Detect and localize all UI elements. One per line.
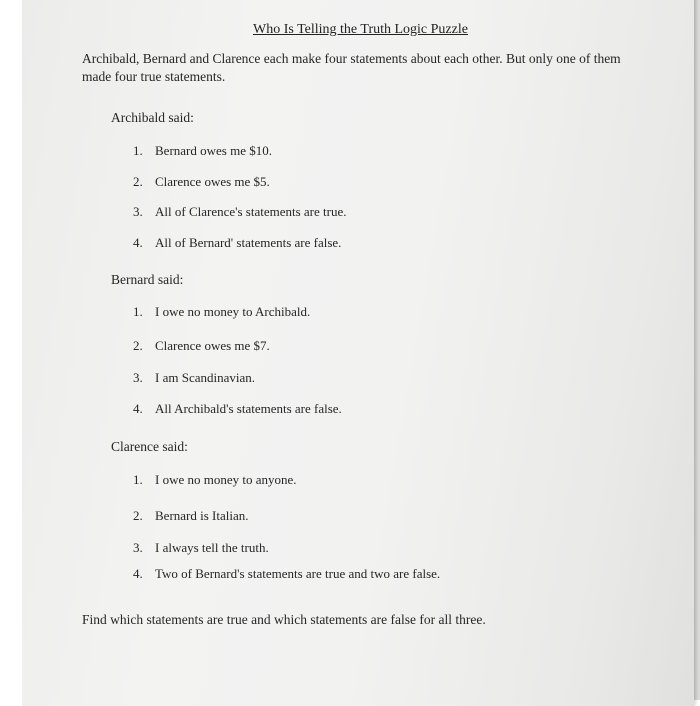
statement-number: 1. <box>133 472 143 487</box>
statement-clarence-1 <box>133 472 297 488</box>
statement-number: 2. <box>133 174 143 189</box>
statement-text: I owe no money to anyone. <box>155 472 297 487</box>
statement-number: 2. <box>133 508 143 523</box>
paper-sheet <box>22 0 694 706</box>
statement-clarence-2 <box>133 508 249 524</box>
speaker-label-clarence: Clarence said: <box>111 439 188 454</box>
statement-number: 1. <box>133 304 143 319</box>
statement-number: 4. <box>133 235 143 250</box>
statement-bernard-1 <box>133 304 310 320</box>
statement-text: Clarence owes me $7. <box>155 338 270 353</box>
statement-number: 4. <box>133 566 143 581</box>
statement-text: Two of Bernard's statements are true and two are false. <box>155 566 441 581</box>
statement-number: 3. <box>133 540 143 555</box>
statement-text: Bernard is Italian. <box>155 508 249 523</box>
statement-text: Clarence owes me $5. <box>155 174 270 189</box>
statement-text: I always tell the truth. <box>155 540 269 555</box>
statement-text: Bernard owes me $10. <box>155 143 272 158</box>
intro-paragraph: Archibald, Bernard and Clarence each make four statements about each other. But only one of them made four true statements. <box>82 51 621 84</box>
statement-bernard-2 <box>133 338 270 354</box>
statement-bernard-4 <box>133 401 342 417</box>
statement-text: I am Scandinavian. <box>155 370 255 385</box>
statement-text: I owe no money to Archibald. <box>155 304 311 319</box>
statement-bernard-3 <box>133 370 255 386</box>
speaker-label-bernard: Bernard said: <box>111 272 184 287</box>
closing-instruction: Find which statements are true and which statements are false for all three. <box>82 612 486 627</box>
statement-text: All Archibald's statements are false. <box>155 401 342 416</box>
statement-text: All of Clarence's statements are true. <box>155 204 347 219</box>
statement-clarence-3 <box>133 540 269 556</box>
cropped-heading <box>332 0 411 2</box>
statement-number: 4. <box>133 401 143 416</box>
statement-number: 3. <box>133 204 143 219</box>
statement-number: 3. <box>133 370 143 385</box>
statement-text: All of Bernard' statements are false. <box>155 235 342 250</box>
speaker-label-archibald: Archibald said: <box>111 110 194 125</box>
statement-number: 1. <box>133 143 143 158</box>
statement-number: 2. <box>133 338 143 353</box>
statement-archibald-3 <box>133 204 347 220</box>
statement-archibald-2 <box>133 174 270 190</box>
statement-clarence-4 <box>133 566 440 582</box>
page-title: Who Is Telling the Truth Logic Puzzle <box>253 22 468 37</box>
statement-archibald-1 <box>133 143 272 159</box>
statement-archibald-4 <box>133 235 341 251</box>
